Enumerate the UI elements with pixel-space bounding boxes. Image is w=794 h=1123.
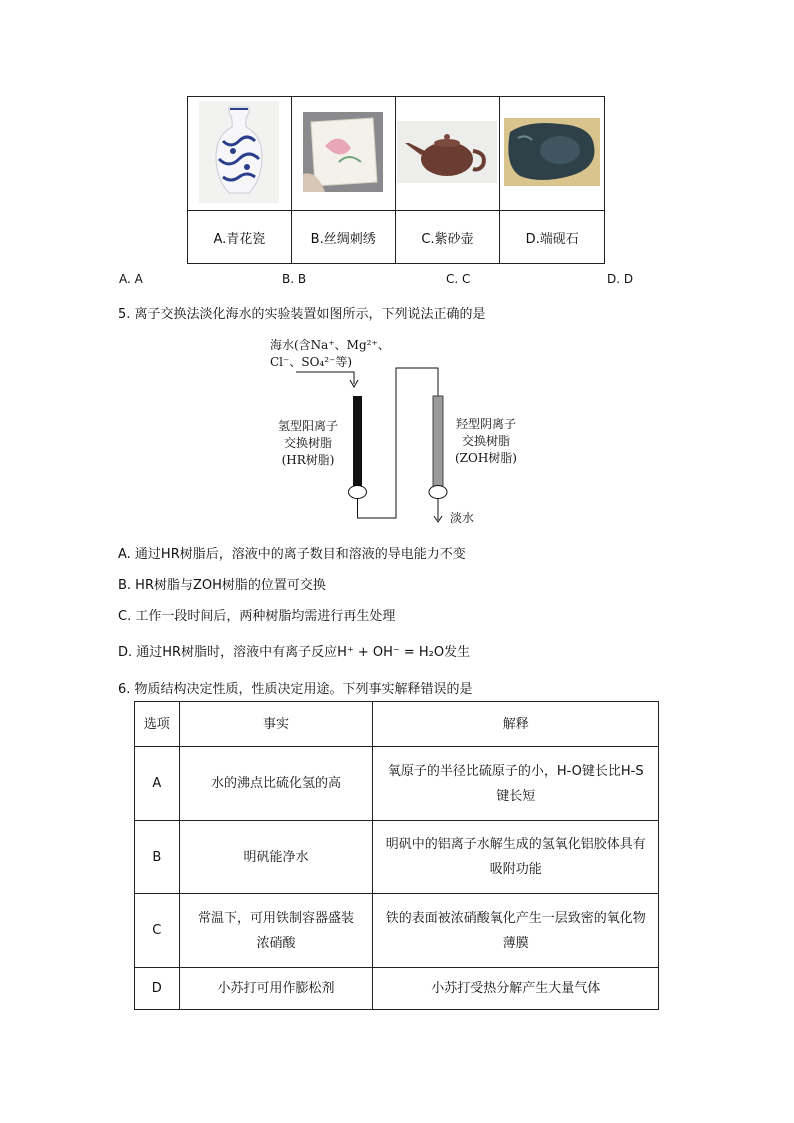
seawater-label-line1: 海水(含Na⁺、Mg²⁺、 [270, 338, 390, 352]
q6-header-row [135, 702, 659, 747]
zoh-resin-column [433, 396, 443, 488]
purple-clay-teapot-icon [397, 121, 497, 183]
blue-white-porcelain-vase-icon [199, 101, 279, 203]
q6-row-d-option: D [135, 968, 180, 1010]
q4-option-d[interactable]: D. D [607, 272, 634, 286]
ion-exchange-diagram [250, 330, 540, 530]
q4-option-a[interactable]: A. A [119, 272, 143, 286]
connecting-tube [358, 368, 439, 518]
q4-caption-a: A.青花瓷 [188, 211, 292, 264]
q5-option-c[interactable]: C. 工作一段时间后，两种树脂均需进行再生处理 [118, 609, 396, 624]
q6-row-c-option: C [135, 894, 180, 968]
q4-caption-c: C.紫砂壶 [395, 211, 500, 264]
zoh-label-line1: 羟型阴离子 [455, 417, 517, 431]
duan-inkstone-icon [504, 118, 600, 186]
q6-stem: 6. 物质结构决定性质，性质决定用途。下列事实解释错误的是 [118, 682, 473, 697]
q6-table [134, 701, 659, 1010]
q6-row-b-option: B [135, 821, 180, 894]
q6-row-d-explain: 小苏打受热分解产生大量气体 [373, 968, 659, 1010]
table-row [135, 821, 659, 894]
q4-cell-b-image [291, 97, 395, 211]
table-row [135, 894, 659, 968]
q6-row-c-explain: 铁的表面被浓硝酸氧化产生一层致密的氧化物薄膜 [373, 894, 659, 968]
seawater-label-line2: Cl⁻、SO₄²⁻等) [270, 355, 353, 369]
q4-caption-b: B.丝绸刺绣 [291, 211, 395, 264]
q6-row-c-fact: 常温下，可用铁制容器盛装浓硝酸 [179, 894, 373, 968]
q6-row-a-option: A [135, 747, 180, 821]
hr-label-line2: 交换树脂 [283, 436, 333, 450]
q6-row-a-explain: 氧原子的半径比硫原子的小，H-O键长比H-S键长短 [373, 747, 659, 821]
q6-row-a-fact: 水的沸点比硫化氢的高 [179, 747, 373, 821]
q6-row-b-explain: 明矾中的铝离子水解生成的氢氧化铝胶体具有吸附功能 [373, 821, 659, 894]
fresh-water-label: 淡水 [450, 511, 475, 525]
zoh-column-valve [429, 486, 447, 499]
q6-header-fact: 事实 [179, 702, 373, 747]
q5-stem: 5. 离子交换法淡化海水的实验装置如图所示，下列说法正确的是 [118, 307, 486, 322]
hr-resin-column [353, 396, 362, 488]
zoh-label-line2: 交换树脂 [461, 434, 511, 448]
q5-option-a[interactable]: A. 通过HR树脂后，溶液中的离子数目和溶液的导电能力不变 [118, 547, 466, 562]
q4-cell-c-image [395, 97, 500, 211]
q6-header-option: 选项 [135, 702, 180, 747]
table-row [135, 747, 659, 821]
q6-row-d-fact: 小苏打可用作膨松剂 [179, 968, 373, 1010]
q5-option-d[interactable]: D. 通过HR树脂时，溶液中有离子反应H⁺ + OH⁻ = H₂O发生 [118, 645, 471, 660]
q4-cell-a-image [188, 97, 292, 211]
hr-label-line3: (HR树脂) [281, 453, 335, 467]
q4-option-c[interactable]: C. C [446, 272, 471, 286]
q4-option-b[interactable]: B. B [282, 272, 307, 286]
table-row [135, 968, 659, 1010]
q4-cell-d-image [500, 97, 605, 211]
q6-row-b-fact: 明矾能净水 [179, 821, 373, 894]
q5-option-b[interactable]: B. HR树脂与ZOH树脂的位置可交换 [118, 578, 326, 593]
q4-image-table [187, 96, 605, 264]
silk-embroidery-icon [303, 112, 383, 192]
q4-caption-d: D.端砚石 [500, 211, 605, 264]
zoh-label-line3: (ZOH树脂) [454, 451, 518, 465]
inlet-pipe [296, 372, 354, 384]
hr-label-line1: 氢型阳离子 [277, 419, 339, 433]
hr-column-valve [349, 486, 367, 499]
q6-header-explain: 解释 [373, 702, 659, 747]
